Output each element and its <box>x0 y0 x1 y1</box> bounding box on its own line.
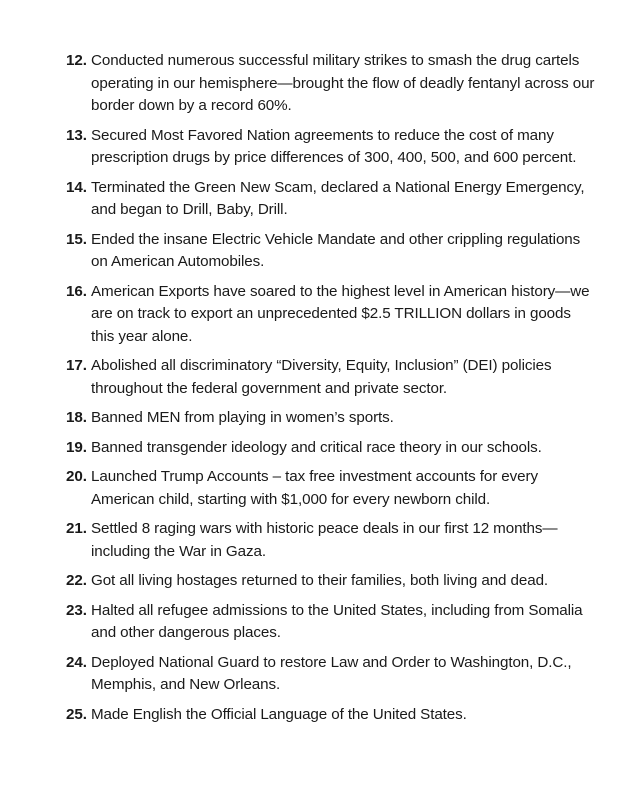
item-number: 20. <box>66 468 87 485</box>
item-text: Secured Most Favored Nation agreements to reduce the cost of many prescription drugs by price differences of 300, 400, 500, and 600 percent. <box>91 126 577 166</box>
list-item <box>66 125 596 170</box>
item-number: 25. <box>66 705 87 723</box>
list-item <box>66 229 596 274</box>
list-item <box>66 652 596 697</box>
item-text: American Exports have soared to the highest level in American history—we are on track to export an unprecedented $2.5 TRILLION dollars in goods this year alone. <box>91 282 590 345</box>
item-text: Deployed National Guard to restore Law and Order to Washington, D.C., Memphis, and New Orleans. <box>91 653 572 693</box>
item-text: Conducted numerous successful military strikes to smash the drug cartels operating in our hemisphere—brought the flow of deadly fentanyl across our border down by a record 60%. <box>91 52 595 114</box>
list-item <box>66 177 596 222</box>
item-number: 14. <box>66 178 87 196</box>
list-item <box>66 600 596 645</box>
item-text: Halted all refugee admissions to the United States, including from Somalia and other dangerous places. <box>91 601 583 641</box>
list-item <box>66 50 596 118</box>
item-number: 22. <box>66 572 87 589</box>
item-number: 13. <box>66 126 87 144</box>
item-text: Ended the insane Electric Vehicle Mandate and other crippling regulations on American Automobiles. <box>91 230 581 270</box>
list-item <box>66 570 596 593</box>
item-text: Banned MEN from playing in women’s sports. <box>91 409 394 426</box>
list-item <box>66 704 596 727</box>
list-item <box>66 407 596 430</box>
item-number: 15. <box>66 230 87 248</box>
item-text: Made English the Official Language of the United States. <box>91 705 467 723</box>
item-number: 19. <box>66 438 87 456</box>
list-item <box>66 437 596 460</box>
item-text: Abolished all discriminatory “Diversity, Equity, Inclusion” (DEI) policies throughout the federal government and private sector. <box>91 357 552 397</box>
item-number: 16. <box>66 282 87 300</box>
item-text: Launched Trump Accounts – tax free investment accounts for every American child, starting with $1,000 for every newborn child. <box>91 468 538 508</box>
accomplishments-list <box>66 50 596 733</box>
list-item <box>66 466 596 511</box>
item-number: 21. <box>66 520 87 537</box>
item-number: 18. <box>66 409 87 426</box>
list-item <box>66 281 596 349</box>
item-text: Terminated the Green New Scam, declared a National Energy Emergency, and began to Drill, Baby, Drill. <box>91 178 585 218</box>
item-number: 24. <box>66 653 87 671</box>
item-text: Got all living hostages returned to their families, both living and dead. <box>91 572 549 589</box>
item-text: Banned transgender ideology and critical race theory in our schools. <box>91 438 542 456</box>
list-item <box>66 518 596 563</box>
item-text: Settled 8 raging wars with historic peace deals in our first 12 months—including the War in Gaza. <box>91 520 558 560</box>
list-item <box>66 355 596 400</box>
item-number: 17. <box>66 357 87 374</box>
item-number: 12. <box>66 52 87 69</box>
item-number: 23. <box>66 601 87 619</box>
